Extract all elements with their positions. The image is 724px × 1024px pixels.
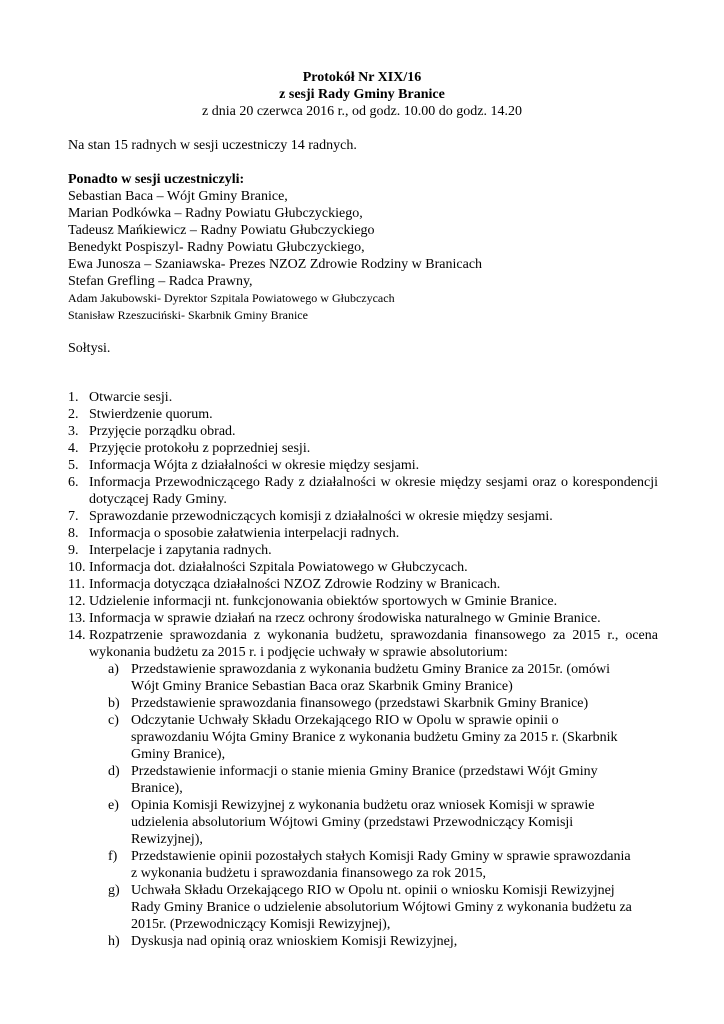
agenda-item-text: Informacja o sposobie załatwienia interpelacji radnych. [89, 526, 400, 541]
agenda-sub-item [68, 882, 658, 933]
agenda-sub-item-letter: d) [108, 764, 120, 779]
agenda-sub-item-text: Opinia Komisji Rewizyjnej z wykonania budżetu oraz wniosek Komisji w sprawie udzielenia absolutorium Wójtowi Gminy (przedstawi Przewodniczący Komisji Rewizyjnej), [131, 798, 595, 847]
agenda-list [68, 389, 658, 950]
agenda-item-number: 4. [68, 441, 79, 456]
soltysi-label: Sołtysi. [68, 341, 111, 356]
agenda-item [68, 610, 658, 627]
agenda-item-text: Przyjęcie porządku obrad. [89, 424, 236, 439]
agenda-item-text: Udzielenie informacji nt. funkcjonowania obiektów sportowych w Gminie Branice. [89, 594, 558, 609]
agenda-item [68, 406, 658, 423]
agenda-sub-item-letter: b) [108, 696, 120, 711]
agenda-item-text: Informacja dotycząca działalności NZOZ Zdrowie Rodziny w Branicach. [89, 577, 501, 592]
agenda-sub-item-letter: h) [108, 934, 120, 949]
attendees-list [68, 188, 658, 324]
agenda-sub-item [68, 797, 658, 848]
agenda-sub-item-text: Przedstawienie sprawozdania finansowego (przedstawi Skarbnik Gminy Branice) [131, 696, 589, 711]
agenda-item [68, 542, 658, 559]
agenda-sub-item-letter: f) [108, 849, 118, 864]
agenda-sub-item-letter: g) [108, 883, 120, 898]
agenda-sub-item [68, 661, 658, 695]
agenda-sub-item [68, 933, 658, 950]
agenda-item-text: Informacja Przewodniczącego Rady z działalności w okresie między sesjami oraz o korespondencji dotyczącej Rady Gminy. [89, 475, 658, 507]
agenda-item-number: 9. [68, 543, 79, 558]
agenda-sub-item-text: Przedstawienie opinii pozostałych stałych Komisji Rady Gminy w sprawie sprawozdania z wykonania budżetu i sprawozdania finansowego za rok 2015, [131, 849, 631, 881]
attendee-item: Sebastian Baca – Wójt Gminy Branice, [68, 189, 288, 204]
agenda-item [68, 525, 658, 542]
agenda-item-number: 10. [68, 560, 86, 575]
document-subtitle: z sesji Rady Gminy Branice [279, 87, 445, 102]
agenda-sub-item [68, 695, 658, 712]
agenda-item-number: 7. [68, 509, 79, 524]
attendance-summary: Na stan 15 radnych w sesji uczestniczy 14 radnych. [68, 138, 357, 153]
agenda-item-text: Informacja dot. działalności Szpitala Powiatowego w Głubczycach. [89, 560, 468, 575]
agenda-sub-item-text: Uchwała Składu Orzekającego RIO w Opolu nt. opinii o wniosku Komisji Rewizyjnej Rady Gminy Branice o udzielenie absolutorium Wójtowi Gminy z wykonania budżetu za 2015r. (Przewodniczący Komisji Rewizyjnej), [131, 883, 632, 932]
agenda-sub-item-text: Odczytanie Uchwały Składu Orzekającego RIO w Opolu w sprawie opinii o sprawozdaniu Wójta Gminy Branice z wykonania budżetu Gminy za 2015 r. (Skarbnik Gminy Branice), [131, 713, 618, 762]
agenda-item-number: 8. [68, 526, 79, 541]
agenda-sub-item-text: Przedstawienie informacji o stanie mienia Gminy Branice (przedstawi Wójt Gminy Branice), [131, 764, 598, 796]
agenda-sub-item-letter: a) [108, 662, 119, 677]
agenda-item [68, 508, 658, 525]
agenda-item-text: Otwarcie sesji. [89, 390, 173, 405]
agenda-item [68, 576, 658, 593]
session-date-line: z dnia 20 czerwca 2016 r., od godz. 10.00 do godz. 14.20 [202, 104, 522, 119]
attendee-item: Benedykt Pospiszyl- Radny Powiatu Głubczyckiego, [68, 240, 365, 255]
agenda-item-text: Rozpatrzenie sprawozdania z wykonania budżetu, sprawozdania finansowego za 2015 r., ocena wykonania budżetu za 2015 r. i podjęcie uchwały w sprawie absolutorium: [89, 628, 658, 660]
agenda-item [68, 474, 658, 508]
agenda-sub-item-text: Przedstawienie sprawozdania z wykonania budżetu Gminy Branice za 2015r. (omówi Wójt Gminy Branice Sebastian Baca oraz Skarbnik Gminy Branice) [131, 662, 610, 694]
agenda-item-number: 14. [68, 628, 86, 643]
agenda-item-number: 6. [68, 475, 79, 490]
agenda-item-text: Informacja Wójta z działalności w okresie między sesjami. [89, 458, 420, 473]
agenda-item [68, 559, 658, 576]
agenda-item [68, 627, 658, 661]
agenda-sub-item-letter: e) [108, 798, 119, 813]
agenda-item-number: 12. [68, 594, 86, 609]
agenda-item-number: 11. [68, 577, 85, 592]
attendee-item: Stefan Grefling – Radca Prawny, [68, 274, 253, 289]
agenda-sub-item [68, 763, 658, 797]
document-header [0, 69, 724, 120]
agenda-item-text: Interpelacje i zapytania radnych. [89, 543, 272, 558]
agenda-item-number: 13. [68, 611, 86, 626]
agenda-item [68, 457, 658, 474]
agenda-sub-item [68, 848, 658, 882]
agenda-sub-item-text: Dyskusja nad opinią oraz wnioskiem Komisji Rewizyjnej, [131, 934, 458, 949]
attendees-heading: Ponadto w sesji uczestniczyli: [68, 172, 245, 187]
agenda-item-text: Informacja w sprawie działań na rzecz ochrony środowiska naturalnego w Gminie Branice. [89, 611, 601, 626]
agenda-item [68, 423, 658, 440]
agenda-item [68, 440, 658, 457]
agenda-item-number: 2. [68, 407, 79, 422]
agenda-sub-item [68, 712, 658, 763]
document-title: Protokół Nr XIX/16 [302, 70, 422, 85]
agenda-item [68, 593, 658, 610]
attendee-item: Ewa Junosza – Szaniawska- Prezes NZOZ Zdrowie Rodziny w Branicach [68, 257, 483, 272]
agenda-item-text: Sprawozdanie przewodniczących komisji z działalności w okresie między sesjami. [89, 509, 553, 524]
agenda-item-number: 3. [68, 424, 79, 439]
agenda-item-text: Przyjęcie protokołu z poprzedniej sesji. [89, 441, 311, 456]
agenda-item-text: Stwierdzenie quorum. [89, 407, 213, 422]
agenda-item-number: 5. [68, 458, 79, 473]
attendee-item: Marian Podkówka – Radny Powiatu Głubczyckiego, [68, 206, 363, 221]
attendee-item: Stanisław Rzeszuciński- Skarbnik Gminy Branice [68, 308, 308, 322]
attendee-item: Adam Jakubowski- Dyrektor Szpitala Powiatowego w Głubczycach [68, 291, 395, 305]
agenda-item [68, 389, 658, 406]
agenda-sub-item-letter: c) [108, 713, 119, 728]
agenda-item-number: 1. [68, 390, 79, 405]
attendee-item: Tadeusz Mańkiewicz – Radny Powiatu Głubczyckiego [68, 223, 375, 238]
